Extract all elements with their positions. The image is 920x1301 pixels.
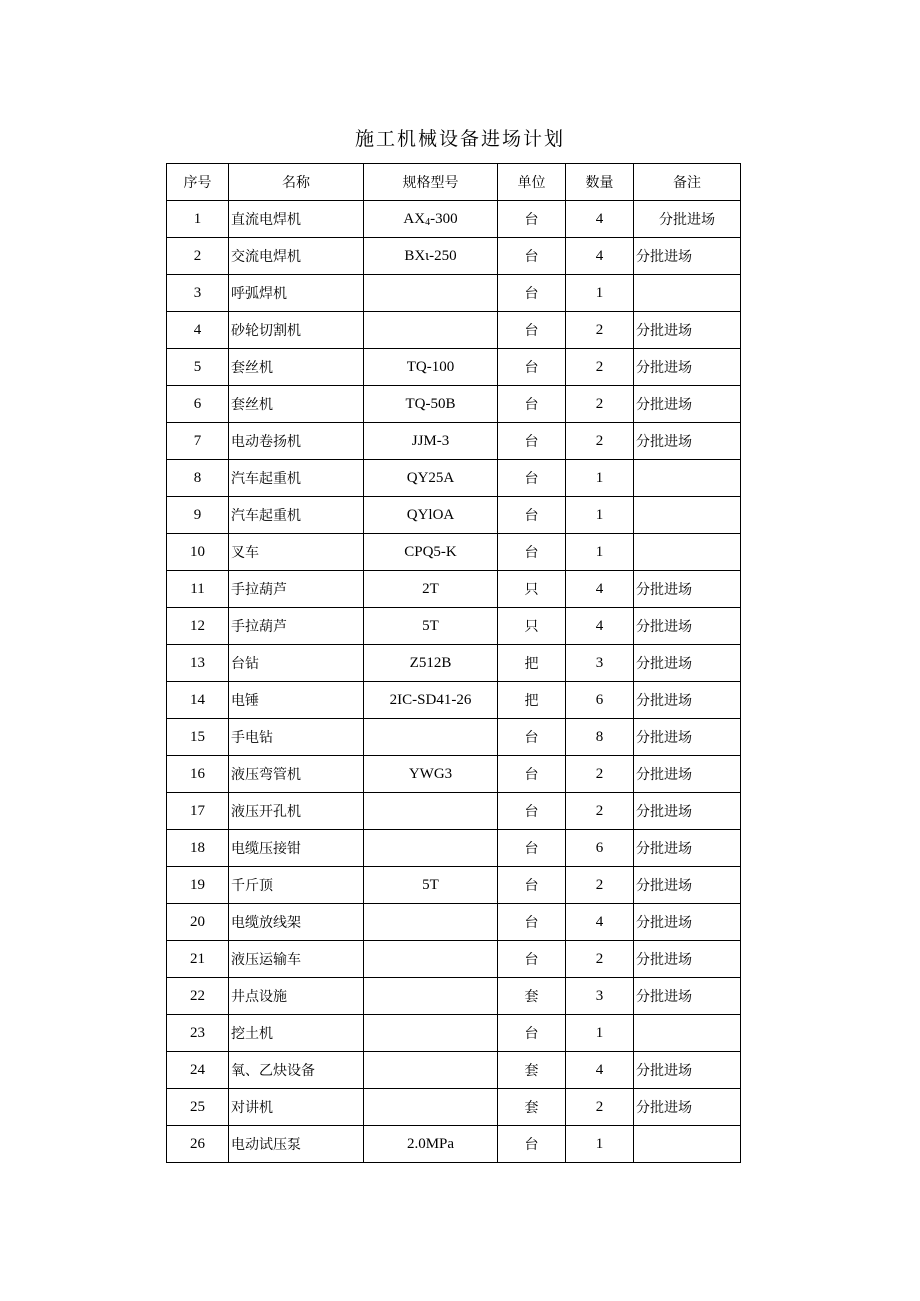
row-qty: 4 [566, 904, 634, 941]
table-row [167, 275, 741, 312]
page-title: 施工机械设备进场计划 [354, 128, 565, 150]
row-index: 10 [167, 534, 229, 571]
row-spec: TQ-50B [364, 386, 498, 423]
row-name: 挖土机 [229, 1015, 364, 1052]
row-index: 1 [167, 201, 229, 238]
row-note: 分批进场 [634, 830, 741, 867]
row-unit: 套 [498, 978, 566, 1015]
row-qty: 4 [566, 238, 634, 275]
row-name: 砂轮切割机 [229, 312, 364, 349]
row-note: 分批进场 [634, 1089, 741, 1126]
row-spec [364, 201, 498, 238]
row-qty: 2 [566, 312, 634, 349]
row-index: 23 [167, 1015, 229, 1052]
row-index: 6 [167, 386, 229, 423]
row-spec [364, 830, 498, 867]
table-row [167, 201, 741, 238]
row-qty: 2 [566, 793, 634, 830]
table-row [167, 534, 741, 571]
row-spec [364, 904, 498, 941]
table-row [167, 793, 741, 830]
row-spec [364, 793, 498, 830]
row-name: 手拉葫芦 [229, 608, 364, 645]
row-index: 3 [167, 275, 229, 312]
table-row [167, 682, 741, 719]
row-spec [364, 978, 498, 1015]
row-note: 分批进场 [634, 423, 741, 460]
row-note: 分批进场 [634, 904, 741, 941]
row-index: 7 [167, 423, 229, 460]
row-unit: 台 [498, 1126, 566, 1163]
row-spec [364, 275, 498, 312]
row-name: 套丝机 [229, 386, 364, 423]
row-qty: 1 [566, 460, 634, 497]
table-row [167, 312, 741, 349]
row-name: 交流电焊机 [229, 238, 364, 275]
row-index: 22 [167, 978, 229, 1015]
row-index: 21 [167, 941, 229, 978]
row-note: 分批进场 [634, 386, 741, 423]
header-qty: 数量 [566, 164, 634, 201]
row-name: 井点设施 [229, 978, 364, 1015]
row-name: 叉车 [229, 534, 364, 571]
row-qty: 3 [566, 645, 634, 682]
table-row [167, 1052, 741, 1089]
table-row [167, 1015, 741, 1052]
row-index: 9 [167, 497, 229, 534]
row-index: 8 [167, 460, 229, 497]
table-row [167, 349, 741, 386]
row-index: 25 [167, 1089, 229, 1126]
row-qty: 1 [566, 1126, 634, 1163]
row-name: 直流电焊机 [229, 201, 364, 238]
row-name: 电缆放线架 [229, 904, 364, 941]
row-unit: 套 [498, 1089, 566, 1126]
row-qty: 4 [566, 201, 634, 238]
row-unit: 只 [498, 571, 566, 608]
row-qty: 4 [566, 608, 634, 645]
row-spec: YWG3 [364, 756, 498, 793]
table-row [167, 423, 741, 460]
row-index: 18 [167, 830, 229, 867]
row-qty: 2 [566, 867, 634, 904]
row-unit: 台 [498, 275, 566, 312]
row-spec: CPQ5-K [364, 534, 498, 571]
row-qty: 2 [566, 1089, 634, 1126]
row-qty: 2 [566, 423, 634, 460]
row-qty: 1 [566, 275, 634, 312]
row-qty: 2 [566, 756, 634, 793]
row-note [634, 497, 741, 534]
row-qty: 6 [566, 682, 634, 719]
row-note [634, 1126, 741, 1163]
row-index: 5 [167, 349, 229, 386]
row-index: 11 [167, 571, 229, 608]
row-unit: 台 [498, 904, 566, 941]
row-unit: 台 [498, 719, 566, 756]
row-note: 分批进场 [634, 793, 741, 830]
row-note [634, 1015, 741, 1052]
row-spec: Z512B [364, 645, 498, 682]
row-qty: 1 [566, 534, 634, 571]
row-spec: TQ-100 [364, 349, 498, 386]
row-name: 电锤 [229, 682, 364, 719]
row-name: 汽车起重机 [229, 497, 364, 534]
row-index: 12 [167, 608, 229, 645]
row-name: 液压运输车 [229, 941, 364, 978]
row-unit: 把 [498, 682, 566, 719]
row-qty: 3 [566, 978, 634, 1015]
row-note: 分批进场 [634, 571, 741, 608]
row-spec: 2.0MPa [364, 1126, 498, 1163]
table-row [167, 978, 741, 1015]
table-row [167, 571, 741, 608]
row-note: 分批进场 [634, 201, 741, 238]
row-unit: 台 [498, 830, 566, 867]
row-index: 13 [167, 645, 229, 682]
row-qty: 4 [566, 1052, 634, 1089]
row-note: 分批进场 [634, 941, 741, 978]
row-unit: 台 [498, 534, 566, 571]
row-unit: 台 [498, 756, 566, 793]
table-row [167, 645, 741, 682]
row-note: 分批进场 [634, 1052, 741, 1089]
row-unit: 台 [498, 497, 566, 534]
row-spec: QYlOA [364, 497, 498, 534]
row-index: 24 [167, 1052, 229, 1089]
header-note: 备注 [634, 164, 741, 201]
row-index: 15 [167, 719, 229, 756]
row-spec [364, 1089, 498, 1126]
row-index: 19 [167, 867, 229, 904]
table-row [167, 719, 741, 756]
table-header-row [167, 164, 741, 201]
row-spec [364, 312, 498, 349]
table-row [167, 904, 741, 941]
row-note: 分批进场 [634, 682, 741, 719]
row-unit: 台 [498, 349, 566, 386]
row-spec-main: AX [403, 210, 426, 227]
row-spec [364, 941, 498, 978]
row-name: 手拉葫芦 [229, 571, 364, 608]
row-unit: 把 [498, 645, 566, 682]
row-name: 电缆压接钳 [229, 830, 364, 867]
table-row [167, 1126, 741, 1163]
row-spec: 5T [364, 867, 498, 904]
row-qty: 6 [566, 830, 634, 867]
row-index: 26 [167, 1126, 229, 1163]
row-spec [364, 1015, 498, 1052]
row-unit: 台 [498, 1015, 566, 1052]
header-spec: 规格型号 [364, 164, 498, 201]
table-row [167, 238, 741, 275]
row-unit: 台 [498, 201, 566, 238]
row-index: 4 [167, 312, 229, 349]
table-row [167, 1089, 741, 1126]
row-unit: 台 [498, 423, 566, 460]
row-name: 台钻 [229, 645, 364, 682]
row-unit: 台 [498, 386, 566, 423]
row-note: 分批进场 [634, 978, 741, 1015]
row-spec: 2IC-SD41-26 [364, 682, 498, 719]
row-name: 电动卷扬机 [229, 423, 364, 460]
row-qty: 1 [566, 497, 634, 534]
row-note: 分批进场 [634, 867, 741, 904]
row-note: 分批进场 [634, 756, 741, 793]
row-note: 分批进场 [634, 349, 741, 386]
row-note [634, 275, 741, 312]
row-unit: 台 [498, 941, 566, 978]
row-qty: 8 [566, 719, 634, 756]
header-name: 名称 [229, 164, 364, 201]
row-name: 液压开孔机 [229, 793, 364, 830]
row-unit: 套 [498, 1052, 566, 1089]
row-spec: BXι-250 [364, 238, 498, 275]
row-name: 液压弯管机 [229, 756, 364, 793]
row-qty: 4 [566, 571, 634, 608]
row-name: 汽车起重机 [229, 460, 364, 497]
row-name: 电动试压泵 [229, 1126, 364, 1163]
row-note: 分批进场 [634, 608, 741, 645]
row-name: 氧、乙炔设备 [229, 1052, 364, 1089]
row-unit: 台 [498, 460, 566, 497]
row-spec: 5T [364, 608, 498, 645]
table-row [167, 756, 741, 793]
row-note [634, 534, 741, 571]
row-unit: 只 [498, 608, 566, 645]
row-spec: QY25A [364, 460, 498, 497]
table-row [167, 830, 741, 867]
row-index: 20 [167, 904, 229, 941]
row-spec-tail: -300 [430, 210, 458, 227]
table-row [167, 608, 741, 645]
table-row [167, 497, 741, 534]
row-note [634, 460, 741, 497]
table-row [167, 941, 741, 978]
row-unit: 台 [498, 238, 566, 275]
row-name: 套丝机 [229, 349, 364, 386]
row-index: 14 [167, 682, 229, 719]
row-note: 分批进场 [634, 719, 741, 756]
row-spec [364, 719, 498, 756]
row-index: 16 [167, 756, 229, 793]
table-row [167, 460, 741, 497]
row-index: 17 [167, 793, 229, 830]
header-unit: 单位 [498, 164, 566, 201]
equipment-table [166, 163, 741, 1163]
row-name: 手电钻 [229, 719, 364, 756]
row-unit: 台 [498, 312, 566, 349]
row-note: 分批进场 [634, 312, 741, 349]
row-name: 千斤顶 [229, 867, 364, 904]
row-spec: JJM-3 [364, 423, 498, 460]
row-unit: 台 [498, 867, 566, 904]
row-spec: 2T [364, 571, 498, 608]
row-unit: 台 [498, 793, 566, 830]
row-qty: 2 [566, 386, 634, 423]
row-note: 分批进场 [634, 238, 741, 275]
table-row [167, 386, 741, 423]
row-spec [364, 1052, 498, 1089]
table-row [167, 867, 741, 904]
header-index: 序号 [167, 164, 229, 201]
row-qty: 2 [566, 941, 634, 978]
row-note: 分批进场 [634, 645, 741, 682]
row-name: 对讲机 [229, 1089, 364, 1126]
row-qty: 2 [566, 349, 634, 386]
row-qty: 1 [566, 1015, 634, 1052]
row-spec-subscript: 4 [425, 216, 431, 228]
row-index: 2 [167, 238, 229, 275]
row-name: 呼弧焊机 [229, 275, 364, 312]
